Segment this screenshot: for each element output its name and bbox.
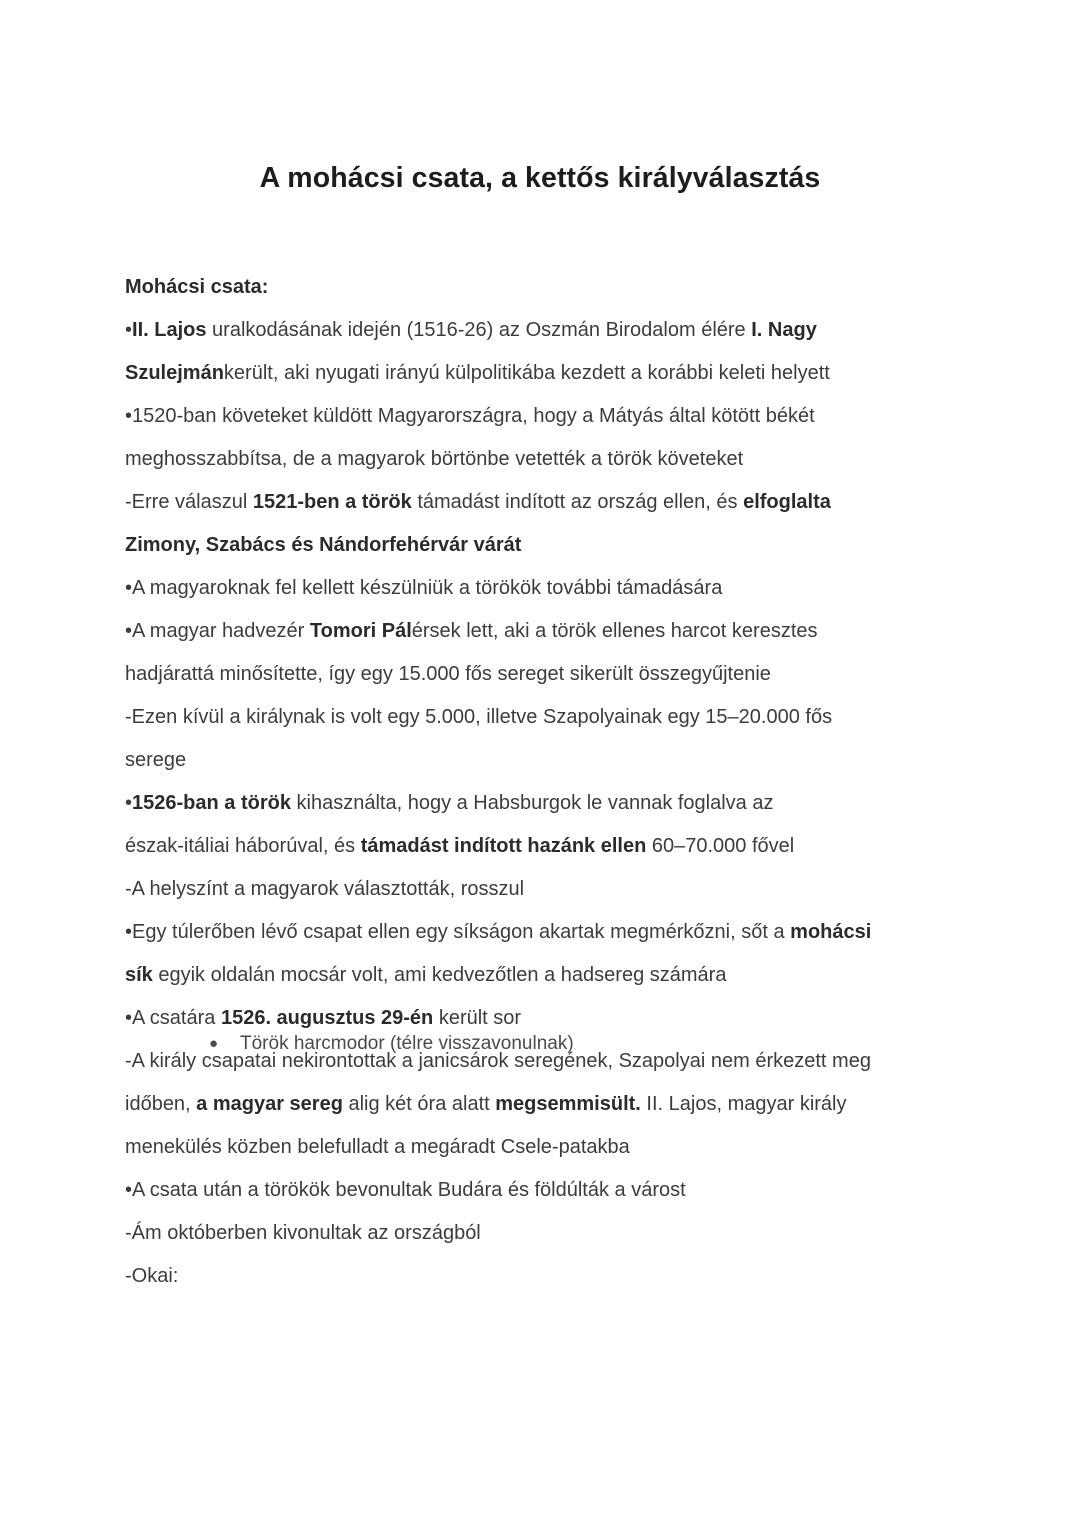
emphasis-text: II. Lajos bbox=[132, 319, 207, 341]
body-text: időben, bbox=[125, 1093, 197, 1115]
body-line bbox=[125, 395, 965, 438]
body-text: támadást indított az ország ellen, és bbox=[411, 491, 744, 513]
document-body bbox=[125, 266, 965, 1298]
body-paragraph-list bbox=[125, 309, 965, 1298]
body-line bbox=[125, 696, 965, 739]
body-line bbox=[125, 1083, 965, 1126]
dash-marker: - bbox=[125, 706, 132, 728]
body-text: Okai: bbox=[131, 1265, 179, 1287]
body-text: menekülés közben belefulladt a megáradt Csele-patakba bbox=[125, 1136, 630, 1158]
emphasis-text: mohácsi bbox=[790, 921, 872, 943]
body-line bbox=[125, 567, 965, 610]
bullet-marker: • bbox=[125, 405, 133, 427]
body-text: érsek lett, aki a török ellenes harcot keresztes bbox=[411, 620, 818, 642]
body-line bbox=[125, 524, 965, 567]
body-line bbox=[125, 1169, 965, 1212]
dash-marker: - bbox=[125, 1222, 132, 1244]
emphasis-text: sík bbox=[125, 964, 153, 986]
body-text: II. Lajos, magyar király bbox=[640, 1093, 847, 1115]
list-item bbox=[195, 1022, 895, 1065]
body-line bbox=[125, 309, 965, 352]
body-line bbox=[125, 911, 965, 954]
bullet-marker: • bbox=[125, 577, 133, 599]
body-line bbox=[125, 653, 965, 696]
body-text: A király csapatai nekirontottak a janicsárok seregének, Szapolyai nem érkezett meg bbox=[131, 1050, 871, 1072]
emphasis-text: I. Nagy bbox=[751, 319, 817, 341]
dash-marker: - bbox=[125, 1050, 132, 1072]
bullet-marker: • bbox=[125, 921, 133, 943]
bullet-marker: • bbox=[125, 792, 133, 814]
body-text: egyik oldalán mocsár volt, ami kedvezőtlen a hadsereg számára bbox=[152, 964, 727, 986]
body-line bbox=[125, 825, 965, 868]
body-text: 60–70.000 fővel bbox=[646, 835, 795, 857]
body-line bbox=[125, 782, 965, 825]
body-text: meghosszabbítsa, de a magyarok börtönbe vetették a török követeket bbox=[125, 448, 744, 470]
body-text: uralkodásának idején (1516-26) az Oszmán Birodalom élére bbox=[206, 319, 752, 341]
dash-marker: - bbox=[125, 1265, 132, 1287]
emphasis-text: 1526-ban a török bbox=[132, 792, 291, 814]
section-heading-mohacsi-csata: Mohácsi csata: bbox=[125, 276, 269, 298]
body-text: Ezen kívül a királynak is volt egy 5.000, illetve Szapolyainak egy 15–20.000 fős bbox=[131, 706, 833, 728]
body-line bbox=[125, 352, 965, 395]
body-text: Ám októberben kivonultak az országból bbox=[131, 1222, 481, 1244]
emphasis-text: Tomori Pál bbox=[309, 620, 412, 642]
body-text: A helyszínt a magyarok választották, rosszul bbox=[131, 878, 525, 900]
body-text: A csata után a törökök bevonultak Budára és földúlták a várost bbox=[132, 1179, 686, 1201]
body-line bbox=[125, 1255, 965, 1298]
emphasis-text: Szulejmán bbox=[125, 362, 224, 384]
emphasis-text: Zimony, Szabács és Nándorfehérvár várát bbox=[125, 534, 522, 556]
body-text: A csatára bbox=[132, 1007, 221, 1029]
body-line bbox=[125, 1126, 965, 1169]
body-text: Egy túlerőben lévő csapat ellen egy síkságon akartak megmérkőzni, sőt a bbox=[132, 921, 791, 943]
bullet-marker: • bbox=[125, 319, 133, 341]
list-item-label: Török harcmodor (télre visszavonulnak) bbox=[240, 1033, 574, 1054]
body-text: került sor bbox=[433, 1007, 522, 1029]
bullet-dot-icon: ● bbox=[209, 1035, 219, 1052]
emphasis-text: 1526. augusztus 29-én bbox=[220, 1007, 434, 1029]
dash-marker: - bbox=[125, 878, 132, 900]
emphasis-text: megsemmisült. bbox=[495, 1093, 641, 1115]
causes-sub-list bbox=[195, 1022, 895, 1065]
body-line bbox=[125, 481, 965, 524]
body-text: serege bbox=[125, 749, 187, 771]
bullet-marker: • bbox=[125, 1179, 133, 1201]
emphasis-text: támadást indított hazánk ellen bbox=[360, 835, 647, 857]
body-line bbox=[125, 868, 965, 911]
bullet-marker: • bbox=[125, 620, 133, 642]
page-title: A mohácsi csata, a kettős királyválasztás bbox=[259, 162, 821, 195]
emphasis-text: elfoglalta bbox=[743, 491, 831, 513]
body-text: Erre válaszul bbox=[131, 491, 253, 513]
body-line bbox=[125, 610, 965, 653]
body-line bbox=[125, 739, 965, 782]
body-text: 1520-ban követeket küldött Magyarországra, hogy a Mátyás által kötött békét bbox=[132, 405, 815, 427]
body-text: alig két óra alatt bbox=[342, 1093, 496, 1115]
body-line bbox=[125, 1212, 965, 1255]
bullet-marker: • bbox=[125, 1007, 133, 1029]
body-text: hadjárattá minősítette, így egy 15.000 fős sereget sikerült összegyűjtenie bbox=[125, 663, 771, 685]
body-text: A magyar hadvezér bbox=[132, 620, 310, 642]
body-text: került, aki nyugati irányú külpolitikába kezdett a korábbi keleti helyett bbox=[223, 362, 830, 384]
body-text: kihasználta, hogy a Habsburgok le vannak foglalva az bbox=[290, 792, 774, 814]
emphasis-text: 1521-ben a török bbox=[252, 491, 412, 513]
body-text: A magyaroknak fel kellett készülniük a törökök további támadására bbox=[132, 577, 723, 599]
body-line bbox=[125, 954, 965, 997]
dash-marker: - bbox=[125, 491, 132, 513]
emphasis-text: a magyar sereg bbox=[196, 1093, 343, 1115]
body-text: észak-itáliai háborúval, és bbox=[125, 835, 361, 857]
body-line bbox=[125, 438, 965, 481]
